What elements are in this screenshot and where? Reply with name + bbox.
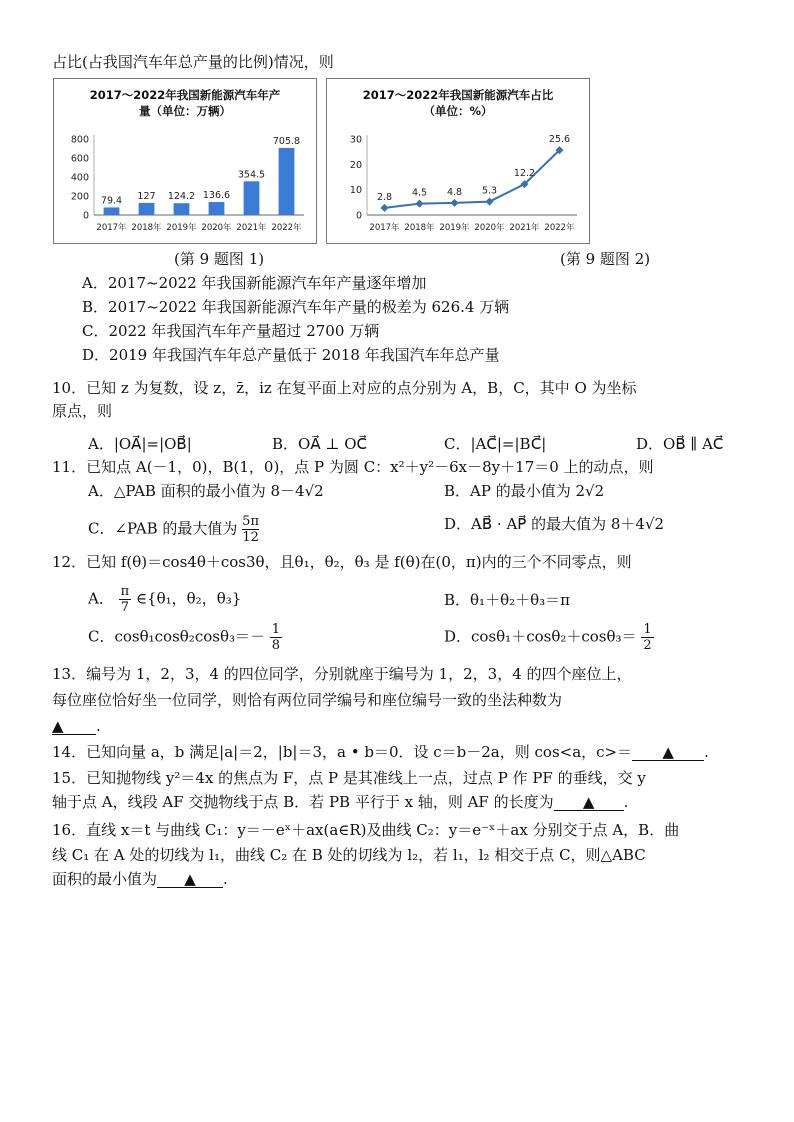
q12-option-c xyxy=(88,622,282,653)
q9-option-b: B．2017~2022 年我国新能源汽车年产量的极差为 626.4 万辆 xyxy=(82,298,510,316)
chart-1-bar-2 xyxy=(174,203,190,215)
chart-1-title-line1: 2017～2022年我国新能源汽车年产 xyxy=(89,88,281,102)
q16-text: 面积的最小值为 xyxy=(52,870,158,888)
q16-end: . xyxy=(223,870,228,888)
chart-2-svg xyxy=(327,79,589,243)
chart-2-ytick-1: 10 xyxy=(349,185,362,197)
q12-option-c-text: C．cosθ₁cosθ₂cosθ₃＝－ xyxy=(88,627,265,646)
chart-2-ytick-2: 20 xyxy=(349,159,362,171)
q10-option-d: D．OB⃗ ∥ AC⃗ xyxy=(636,435,724,453)
q12-option-a-fraction xyxy=(119,584,132,615)
chart-2-frame xyxy=(326,78,590,244)
q15-end: . xyxy=(623,793,629,811)
chart-1-xtick-0: 2017年 xyxy=(96,223,127,233)
q9-option-d: D．2019 年我国汽车年总产量低于 2018 年我国汽车年总产量 xyxy=(82,346,500,364)
chart-2-point-label-1: 4.5 xyxy=(411,187,428,199)
q12-option-d-fraction xyxy=(641,622,653,653)
chart-2-xtick-2: 2019年 xyxy=(439,223,470,233)
chart-2-point-label-0: 2.8 xyxy=(376,191,393,203)
chart-2-point-label-3: 5.3 xyxy=(481,185,498,197)
q9-option-c: C．2022 年我国汽车年产量超过 2700 万辆 xyxy=(82,322,380,340)
q12-d-denominator: 2 xyxy=(643,638,652,653)
q9-option-a: A．2017~2022 年我国新能源汽车年产量逐年增加 xyxy=(82,274,427,292)
q13-line2: 每位座位恰好坐一位同学，则恰有两位同学编号和座位编号一致的坐法种数为 xyxy=(52,691,563,709)
chart-2-point-3 xyxy=(486,198,494,206)
q14-end: . xyxy=(704,743,709,761)
chart-1-bar-label-1: 127 xyxy=(137,190,156,202)
chart-1-xtick-5: 2022年 xyxy=(271,223,302,233)
q13-end: . xyxy=(96,717,101,735)
q15-answer-blank: ▲ xyxy=(554,794,624,811)
chart-2-ytick-3: 30 xyxy=(349,134,362,146)
q12-option-d xyxy=(444,622,654,653)
q11-option-c-text: C．∠PAB 的最大值为 xyxy=(88,519,238,538)
q10-stem-line1: 10．已知 z 为复数，设 z，z̄，iz 在复平面上对应的点分别为 A，B，C，其中 O 为坐标 xyxy=(52,379,637,397)
chart-1-ytick-1: 200 xyxy=(70,191,89,203)
q15-text: 轴于点 A，线段 AF 交抛物线于点 B．若 PB 平行于 x 轴，则 AF 的长度为 xyxy=(52,793,554,811)
chart-1-ytick-2: 400 xyxy=(70,172,89,184)
chart-1-svg xyxy=(54,79,316,243)
chart-1-xtick-4: 2021年 xyxy=(236,223,267,233)
q12-a-numerator: π xyxy=(120,584,130,599)
q10-option-b: B．OA⃗ ⊥ OC⃗ xyxy=(272,435,367,453)
chart-2-xtick-4: 2021年 xyxy=(509,223,540,233)
q14-answer-blank: ▲ xyxy=(632,744,704,761)
chart-1-ytick-3: 600 xyxy=(70,153,89,165)
chart-1-title-line2: 量（单位：万辆） xyxy=(139,104,231,118)
chart-2-point-label-4: 12.2 xyxy=(513,168,536,180)
q10-option-c: C．|AC⃗|=|BC⃗| xyxy=(444,435,547,453)
q16-line2: 线 C₁ 在 A 处的切线为 l₁，曲线 C₂ 在 B 处的切线为 l₂，若 l₁，l₂ 相交于点 C，则△ABC xyxy=(52,846,646,864)
chart-1-bar-1 xyxy=(139,203,155,215)
chart-2-point-label-2: 4.8 xyxy=(446,186,463,198)
fig1-caption: (第 9 题图 1) xyxy=(174,250,265,268)
q12-c-numerator: 1 xyxy=(271,622,281,637)
chart-2-ytick-0: 0 xyxy=(355,210,362,222)
chart-2-point-1 xyxy=(416,200,424,208)
chart-1-frame xyxy=(53,78,317,244)
chart-2-title-line2: （单位：%） xyxy=(423,104,493,118)
q16-answer-blank: ▲ xyxy=(157,871,223,888)
q11-option-d: D．AB⃗ · AP⃗ 的最大值为 8＋4√2 xyxy=(444,515,665,533)
chart-1-bar-label-3: 136.6 xyxy=(202,190,231,202)
chart-1-bar-5 xyxy=(279,148,295,215)
q15-line2 xyxy=(52,792,628,812)
q12-option-a-text: ∈{θ₁，θ₂，θ₃} xyxy=(135,589,242,608)
q12-d-numerator: 1 xyxy=(643,622,652,637)
q11-stem: 11．已知点 A(－1，0)，B(1，0)，点 P 为圆 C：x²＋y²－6x－8y＋17＝0 上的动点，则 xyxy=(52,458,654,476)
q11-option-c-fraction xyxy=(242,514,259,545)
chart-2-xtick-5: 2022年 xyxy=(544,223,575,233)
chart-1-bar-0 xyxy=(104,207,120,215)
q11-c-denominator: 12 xyxy=(242,530,259,545)
chart-2-point-2 xyxy=(451,199,459,207)
q12-option-c-fraction xyxy=(270,622,282,653)
intro-text: 占比(占我国汽车年总产量的比例)情况，则 xyxy=(52,53,334,71)
chart-1-bar-4 xyxy=(244,181,260,215)
q11-option-c xyxy=(88,514,259,545)
chart-1-xtick-1: 2018年 xyxy=(131,223,162,233)
q12-a-denominator: 7 xyxy=(120,600,130,615)
chart-1-ytick-4: 800 xyxy=(70,134,89,146)
q13-answer-blank: ▲ xyxy=(52,718,96,735)
q10-stem-line2: 原点，则 xyxy=(52,402,113,420)
chart-2-xtick-1: 2018年 xyxy=(404,223,435,233)
q12-option-b: B．θ₁＋θ₂＋θ₃＝π xyxy=(444,591,571,609)
q11-option-a: A．△PAB 面积的最小值为 8－4√2 xyxy=(88,482,324,500)
q12-option-a-label: A． xyxy=(88,589,114,608)
q14-text: 14．已知向量 a，b 满足|a|＝2，|b|＝3，a • b＝0．设 c＝b－2a，则 cos<a，c>＝ xyxy=(52,743,633,761)
chart-1-ytick-0: 0 xyxy=(82,210,89,222)
chart-2-point-label-5: 25.6 xyxy=(548,134,571,146)
q16-line1: 16．直线 x＝t 与曲线 C₁：y＝－eˣ＋ax(a∈R)及曲线 C₂：y＝e⁻ˣ＋ax 分别交于点 A，B．曲 xyxy=(52,821,680,839)
chart-1-xtick-3: 2020年 xyxy=(201,223,232,233)
q11-option-b: B．AP 的最小值为 2√2 xyxy=(444,482,605,500)
chart-2-xtick-0: 2017年 xyxy=(369,223,400,233)
q15-line1: 15．已知抛物线 y²＝4x 的焦点为 F，点 P 是其准线上一点，过点 P 作 PF 的垂线，交 y xyxy=(52,769,646,787)
chart-2-title-line1: 2017～2022年我国新能源汽车占比 xyxy=(362,88,554,102)
q16-line3 xyxy=(52,869,228,889)
q12-c-denominator: 8 xyxy=(271,638,281,653)
q12-option-d-text: D．cosθ₁＋cosθ₂＋cosθ₃＝ xyxy=(444,627,637,646)
q12-stem: 12．已知 f(θ)＝cos4θ＋cos3θ，且θ₁，θ₂，θ₃ 是 f(θ)在(0，π)内的三个不同零点，则 xyxy=(52,553,632,571)
chart-1-bar-3 xyxy=(209,202,225,215)
q13-answer-line xyxy=(52,716,101,736)
chart-1-bar-label-4: 354.5 xyxy=(237,169,266,181)
chart-1-bar-label-0: 79.4 xyxy=(100,195,123,207)
q14-line xyxy=(52,742,709,762)
q13-line1: 13．编号为 1，2，3，4 的四位同学，分别就座于编号为 1，2，3，4 的四个座位上， xyxy=(52,665,632,683)
fig2-caption: (第 9 题图 2) xyxy=(560,250,651,268)
chart-1-bar-label-2: 124.2 xyxy=(167,191,196,203)
q12-option-a xyxy=(88,584,241,615)
q11-c-numerator: 5π xyxy=(242,514,259,529)
q10-option-a: A．|OA⃗|=|OB⃗| xyxy=(88,435,192,453)
chart-1-bar-label-5: 705.8 xyxy=(272,135,301,147)
chart-2-point-0 xyxy=(381,204,389,212)
chart-1-xtick-2: 2019年 xyxy=(166,223,197,233)
chart-2-xtick-3: 2020年 xyxy=(474,223,505,233)
